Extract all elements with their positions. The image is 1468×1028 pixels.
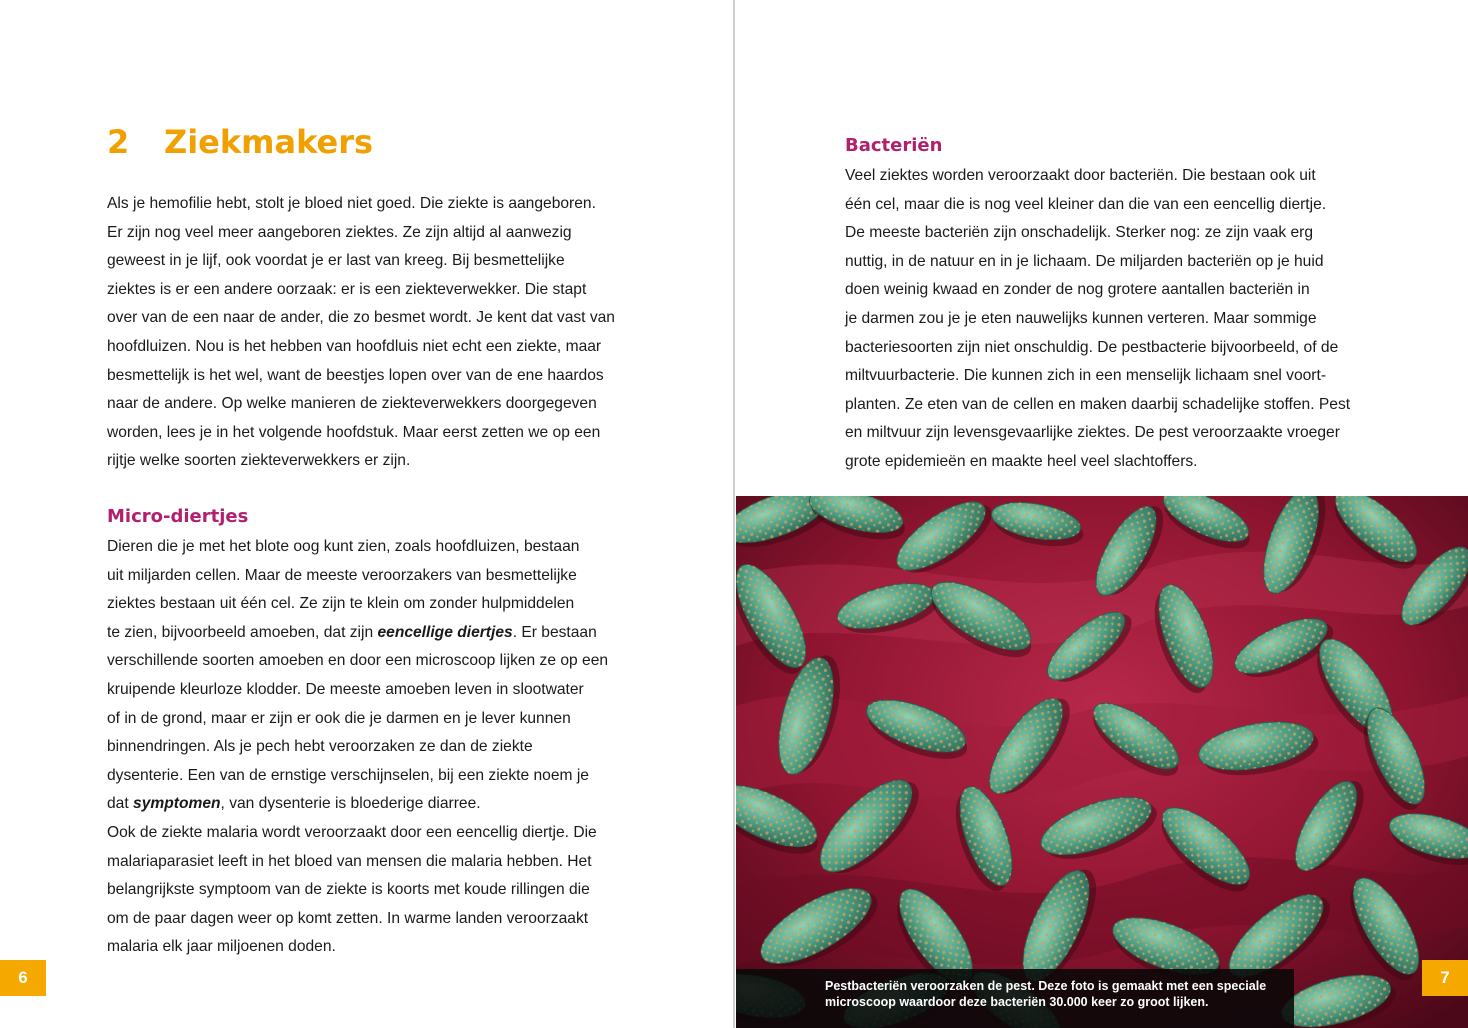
- body-line: uit miljarden cellen. Maar de meeste veroorzakers van besmettelijke: [107, 566, 577, 584]
- body-line: malaria elk jaar miljoenen doden.: [107, 938, 336, 956]
- section-heading-bacterien: Bacteriën: [845, 135, 943, 156]
- bacteria-illustration: [736, 496, 1468, 1028]
- body-line: binnendringen. Als je pech hebt veroorzaken ze dan de ziekte: [107, 738, 533, 756]
- caption-line: microscoop waardoor deze bacteriën 30.000 keer zo groot lijken.: [825, 995, 1209, 1009]
- intro-line: over van de een naar de ander, die zo besmet wordt. Je kent dat vast van: [107, 309, 615, 327]
- body-line: nuttig, in de natuur en in je lichaam. De miljarden bacteriën op je huid: [845, 252, 1324, 270]
- bacterien-paragraph: [845, 162, 1350, 477]
- text-fragment: dat: [107, 795, 134, 813]
- intro-line: besmettelijk is het wel, want de beestjes lopen over van de ene haardos: [107, 366, 604, 384]
- body-line: belangrijkste symptoom van de ziekte is koorts met koude rillingen die: [107, 881, 590, 899]
- intro-line: Als je hemofilie hebt, stolt je bloed niet goed. Die ziekte is aangeboren.: [107, 195, 596, 212]
- body-line: malariaparasiet leeft in het bloed van mensen die malaria hebben. Het: [107, 852, 592, 870]
- photo-caption: [736, 969, 1294, 1028]
- body-line: doen weinig kwaad en zonder de nog grotere aantallen bacteriën in: [845, 281, 1310, 299]
- intro-line: Er zijn nog veel meer aangeboren ziektes. Ze zijn altijd al aanwezig: [107, 223, 572, 241]
- body-line: planten. Ze eten van de cellen en maken daarbij schadelijke stoffen. Pest: [845, 395, 1351, 413]
- micro-diertjes-paragraph: [107, 533, 608, 962]
- bacteria-microscope-photo: [736, 496, 1468, 1028]
- chapter-number: 2: [107, 123, 130, 161]
- intro-line: naar de andere. Op welke manieren de ziekteverwekkers doorgegeven: [107, 395, 597, 413]
- body-line: Veel ziektes worden veroorzaakt door bacteriën. Die bestaan ook uit: [845, 167, 1316, 184]
- intro-line: worden, lees je in het volgende hoofdstuk. Maar eerst zetten we op een: [107, 423, 601, 441]
- body-line: dysenterie. Een van de ernstige verschijnselen, bij een ziekte noem je: [107, 766, 589, 784]
- body-line: grote epidemieën en maakte heel veel slachtoffers.: [845, 452, 1198, 470]
- body-line: en miltvuur zijn levensgevaarlijke ziektes. De pest veroorzaakte vroeger: [845, 424, 1340, 442]
- page-number-left: 6: [0, 960, 46, 996]
- page-number-right: 7: [1422, 960, 1468, 996]
- intro-line: ziektes is er een andere oorzaak: er is een ziekteverwekker. Die stapt: [107, 280, 587, 298]
- body-line: Ook de ziekte malaria wordt veroorzaakt door een eencellig diertje. Die: [107, 823, 597, 841]
- body-line: één cel, maar die is nog veel kleiner dan die van een eencellig diertje.: [845, 195, 1327, 213]
- body-line: kruipende kleurloze klodder. De meeste amoeben leven in slootwater: [107, 680, 584, 698]
- body-line: Dieren die je met het blote oog kunt zien, zoals hoofdluizen, bestaan: [107, 538, 580, 555]
- text-fragment: te zien, bijvoorbeeld amoeben, dat zijn: [107, 623, 378, 641]
- text-fragment: . Er bestaan: [512, 623, 597, 641]
- intro-line: rijtje welke soorten ziekteverwekkers er zijn.: [107, 452, 411, 470]
- chapter-title-text: Ziekmakers: [164, 123, 374, 161]
- body-line: om de paar dagen weer op komt zetten. In warme landen veroorzaakt: [107, 909, 589, 927]
- body-line: je darmen zou je je eten nauwelijks kunnen verteren. Maar sommige: [845, 309, 1317, 327]
- text-fragment: , van dysenterie is bloederige diarree.: [220, 795, 481, 813]
- body-line: bacteriesoorten zijn niet onschuldig. De pestbacterie bijvoorbeeld, of de: [845, 338, 1339, 356]
- term-eencellige-diertjes: eencellige diertjes: [377, 623, 513, 641]
- body-line: of in de grond, maar er zijn er ook die je darmen en je lever kunnen: [107, 709, 571, 727]
- body-line: De meeste bacteriën zijn onschadelijk. Sterker nog: ze zijn vaak erg: [845, 224, 1314, 242]
- chapter-title: [107, 120, 373, 164]
- body-line: miltvuurbacterie. Die kunnen zich in een menselijk lichaam snel voort-: [845, 367, 1327, 385]
- body-line-symptomen: [107, 790, 608, 819]
- body-line: verschillende soorten amoeben en door een microscoop lijken ze op een: [107, 652, 609, 670]
- intro-line: hoofdluizen. Nou is het hebben van hoofdluis niet echt een ziekte, maar: [107, 337, 602, 355]
- body-line: ziektes bestaan uit één cel. Ze zijn te klein om zonder hulpmiddelen: [107, 595, 575, 613]
- intro-paragraph: [107, 190, 615, 476]
- caption-line: Pestbacteriën veroorzaken de pest. Deze foto is gemaakt met een speciale: [825, 979, 1267, 993]
- intro-line: geweest in je lijf, ook voordat je er last van kreeg. Bij besmettelijke: [107, 252, 565, 270]
- section-heading-micro-diertjes: Micro-diertjes: [107, 506, 249, 527]
- body-line-eencellig: [107, 619, 608, 648]
- term-symptomen: symptomen: [133, 795, 221, 813]
